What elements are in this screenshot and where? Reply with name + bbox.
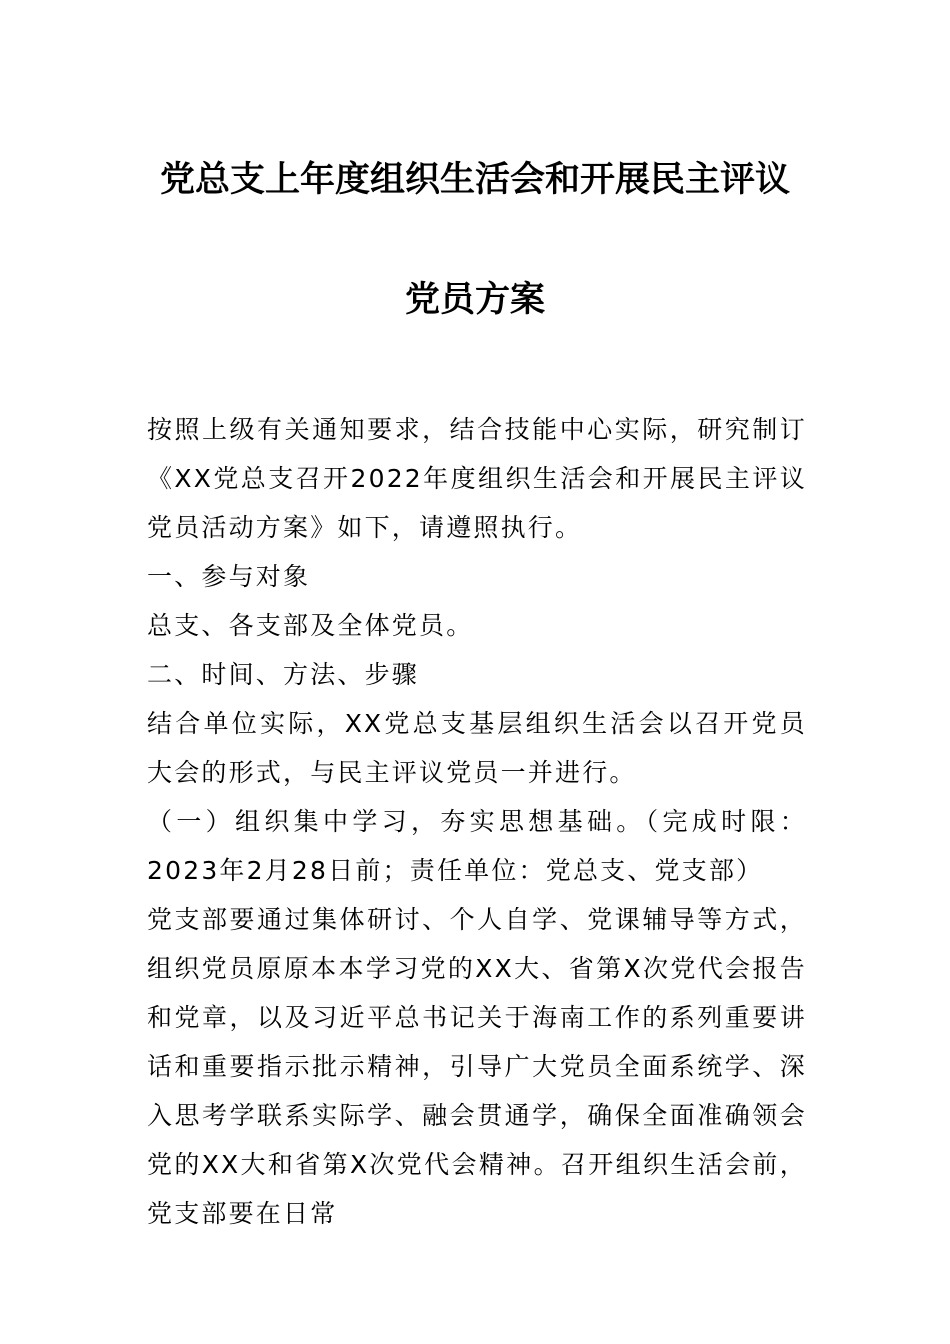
document-title-line-2: 党员方案	[404, 280, 545, 320]
paragraph-schedule: 结合单位实际，XX党总支基层组织生活会以召开党员大会的形式，与民主评议党员一并进行。	[147, 709, 807, 787]
paragraph-participants: 总支、各支部及全体党员。	[147, 611, 474, 640]
document-title-line-1: 党总支上年度组织生活会和开展民主评议	[159, 160, 790, 200]
section-heading-schedule: 二、时间、方法、步骤	[147, 660, 420, 689]
document-body	[147, 405, 807, 1238]
paragraph-study: 党支部要通过集体研讨、个人自学、党课辅导等方式，组织党员原原本本学习党的XX大、省第X次党代会报告和党章，以及习近平总书记关于海南工作的系列重要讲话和重要指示批示精神，引导广大党员全面系统学、深入思考学联系实际学、融会贯通学，确保全面准确领会党的XX大和省第X次党代会精神。召开组织生活会前，党支部要在日常	[147, 905, 807, 1228]
subsection-heading-study: （一）组织集中学习，夯实思想基础。（完成时限：2023年2月28日前；责任单位：党总支、党支部）	[147, 807, 807, 885]
paragraph-intro: 按照上级有关通知要求，结合技能中心实际，研究制订《XX党总支召开2022年度组织生活会和开展民主评议党员活动方案》如下，请遵照执行。	[147, 415, 807, 542]
section-heading-participants: 一、参与对象	[147, 562, 311, 591]
